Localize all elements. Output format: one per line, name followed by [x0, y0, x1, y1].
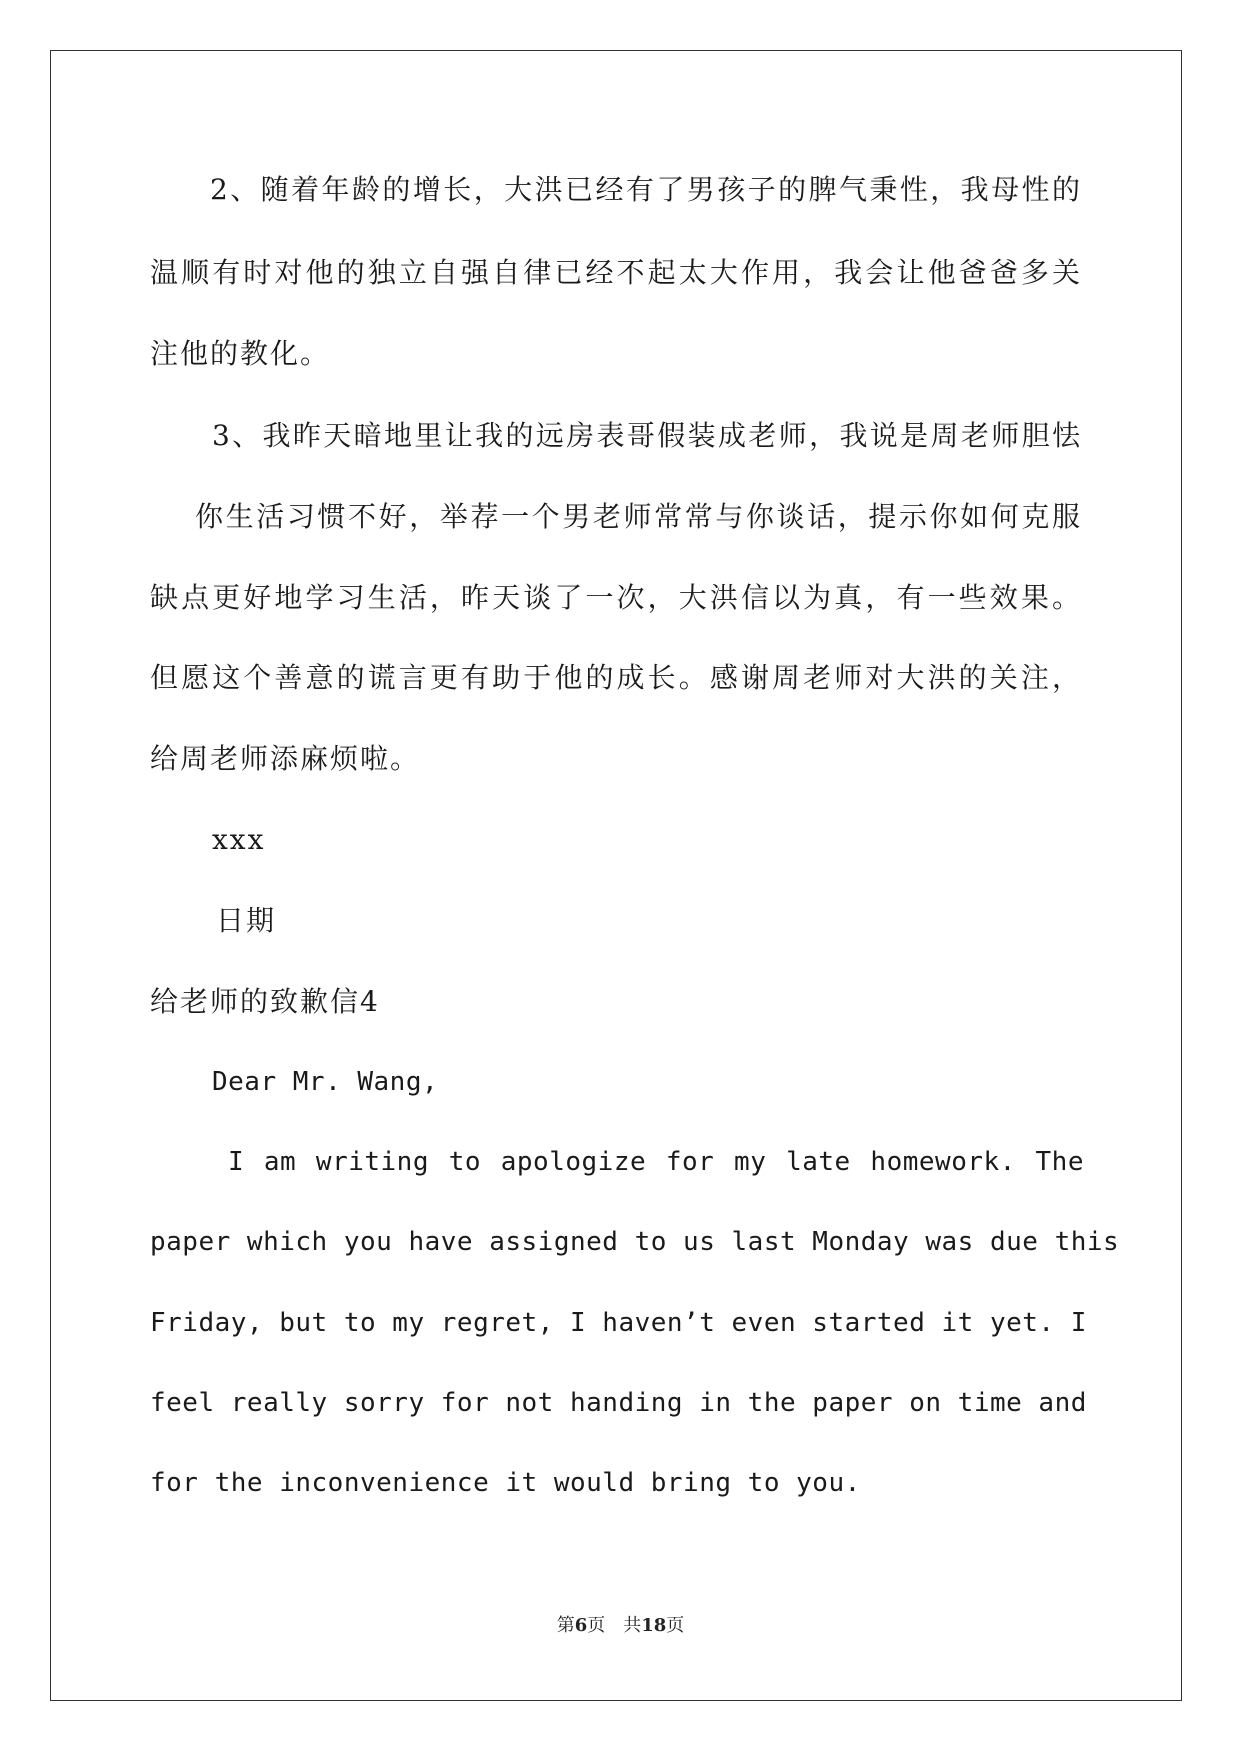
english-line-1: I am writing to apologize for my late homework. The — [228, 1147, 1084, 1177]
paragraph-2-line-2: 温顺有时对他的独立自强自律已经不起太大作用，我会让他爸爸多关 — [150, 256, 1082, 289]
total-page-number: 18 — [641, 1615, 667, 1636]
page-border — [50, 50, 1182, 1701]
footer-suffix: 页 — [666, 1615, 685, 1636]
paragraph-2-line-3: 注他的教化。 — [150, 337, 331, 370]
paragraph-3-line-4: 但愿这个善意的谎言更有助于他的成长。感谢周老师对大洪的关注， — [150, 661, 1082, 694]
english-line-4: feel really sorry for not handing in the paper on time and — [150, 1388, 1087, 1418]
footer-prefix: 第 — [556, 1615, 575, 1636]
page-number-footer — [0, 1614, 1241, 1638]
paragraph-3-line-2: 你生活习惯不好，举荐一个男老师常常与你谈话，提示你如何克服 — [195, 500, 1082, 533]
current-page-number: 6 — [574, 1615, 588, 1636]
date-label: 日期 — [216, 904, 277, 937]
paragraph-3-line-5: 给周老师添麻烦啦。 — [150, 742, 421, 775]
paragraph-3-line-1: 3、我昨天暗地里让我的远房表哥假装成老师，我说是周老师胆怯 — [212, 419, 1082, 452]
signature: xxx — [212, 823, 266, 856]
footer-middle: 页 共 — [587, 1615, 642, 1636]
english-line-3: Friday, but to my regret, I haven’t even started it yet. I — [150, 1308, 1087, 1338]
english-line-2: paper which you have assigned to us last Monday was due this — [150, 1227, 1120, 1257]
salutation: Dear Mr. Wang, — [212, 1067, 439, 1097]
paragraph-3-line-3: 缺点更好地学习生活，昨天谈了一次，大洪信以为真，有一些效果。 — [150, 581, 1082, 614]
english-line-5: for the inconvenience it would bring to you. — [150, 1468, 861, 1498]
section-title: 给老师的致歉信4 — [150, 985, 380, 1018]
paragraph-2-line-1: 2、随着年龄的增长，大洪已经有了男孩子的脾气秉性，我母性的 — [210, 173, 1082, 206]
